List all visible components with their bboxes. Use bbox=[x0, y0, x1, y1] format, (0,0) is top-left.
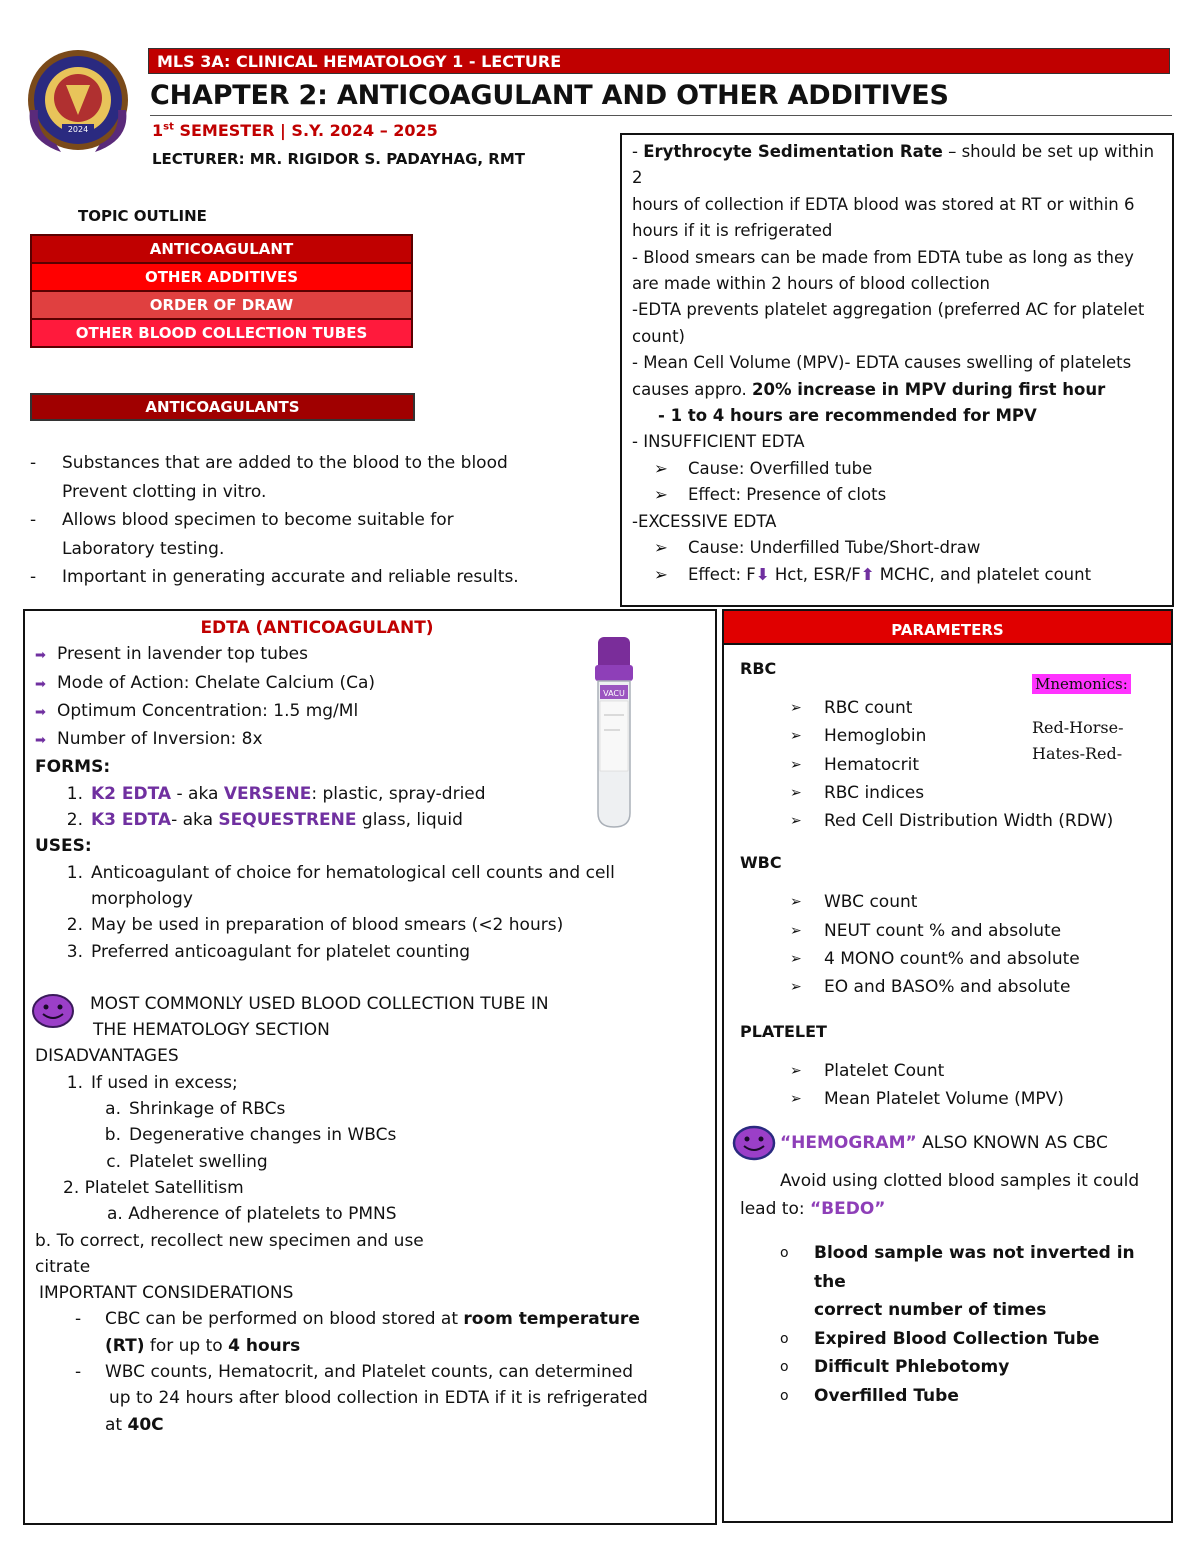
arrow-bullet-icon: ➡ bbox=[35, 676, 46, 692]
list-item: - WBC counts, Hematocrit, and Platelet counts, can determined bbox=[75, 1362, 633, 1383]
list-item: o Overfilled Tube bbox=[780, 1385, 959, 1406]
arrow-bullet-icon: ➢ bbox=[790, 894, 802, 911]
list-item: count) bbox=[632, 326, 685, 346]
list-item: ➢ Mean Platelet Volume (MPV) bbox=[740, 1085, 1171, 1113]
list-item: ➢ Hematocrit bbox=[740, 751, 1171, 779]
list-item: a. Shrinkage of RBCs bbox=[105, 1099, 286, 1120]
list-item: -EXCESSIVE EDTA bbox=[632, 511, 777, 531]
list-item: ➢ Cause: Overfilled tube bbox=[632, 456, 1166, 482]
list-item: 2. Platelet Satellitism bbox=[63, 1177, 244, 1198]
smiley-icon bbox=[732, 1125, 776, 1161]
mnemonic-text: Red-Horse- Hates-Red- bbox=[1032, 718, 1124, 763]
list-item: ➡ Number of Inversion: 8x bbox=[35, 726, 709, 754]
list-item: correct number of times bbox=[814, 1300, 1047, 1321]
list-item: - Substances that are added to the blood to the blood bbox=[30, 453, 508, 473]
arrow-bullet-icon: ➡ bbox=[35, 733, 46, 749]
mnemonics-label: Mnemonics: bbox=[1032, 674, 1131, 694]
anticoagulants-definition-list bbox=[30, 449, 590, 592]
avoid-note: Avoid using clotted blood samples it could bbox=[780, 1171, 1140, 1192]
most-common-note: MOST COMMONLY USED BLOOD COLLECTION TUBE IN THE HEMATOLOGY SECTION bbox=[35, 991, 709, 1044]
arrow-bullet-icon: ➢ bbox=[790, 1062, 802, 1079]
list-item: ➡ Optimum Concentration: 1.5 mg/Ml bbox=[35, 698, 709, 726]
outline-item[interactable]: OTHER BLOOD COLLECTION TUBES bbox=[30, 318, 413, 348]
list-item: ➢ RBC count bbox=[740, 694, 1171, 722]
list-item: ➢ Hemoglobin bbox=[740, 722, 1171, 750]
list-item: 2. K3 EDTA- aka SEQUESTRENE glass, liquid bbox=[66, 810, 463, 831]
list-item: ➢ 4 MONO count% and absolute bbox=[740, 945, 1171, 973]
list-item: 1. Anticoagulant of choice for hematological cell counts and cell bbox=[66, 862, 615, 883]
list-item: (RT) for up to 4 hours bbox=[105, 1335, 301, 1356]
list-item: a. Adherence of platelets to PMNS bbox=[107, 1204, 397, 1225]
platelet-label: PLATELET bbox=[740, 1021, 827, 1041]
semester-line: 1st SEMESTER | S.Y. 2024 – 2025 bbox=[152, 121, 438, 140]
list-item: at 40C bbox=[105, 1414, 164, 1435]
list-item: 1. If used in excess; bbox=[66, 1072, 238, 1093]
list-item: 1. K2 EDTA - aka VERSENE: plastic, spray-dried bbox=[66, 783, 486, 804]
arrow-bullet-icon: ➢ bbox=[790, 922, 802, 939]
edta-title: EDTA (ANTICOAGULANT) bbox=[200, 618, 434, 638]
arrow-bullet-icon: ➢ bbox=[790, 813, 802, 830]
topic-outline-list bbox=[30, 236, 413, 348]
list-item: b. Degenerative changes in WBCs bbox=[104, 1125, 397, 1146]
list-item: morphology bbox=[91, 888, 193, 909]
parameters-heading: PARAMETERS bbox=[722, 609, 1173, 645]
list-item: ➢ RBC indices bbox=[740, 779, 1171, 807]
arrow-bullet-icon: ➢ bbox=[790, 756, 802, 773]
list-item: up to 24 hours after blood collection in EDTA if it is refrigerated bbox=[109, 1388, 648, 1409]
edta-notes-box bbox=[620, 133, 1174, 607]
arrow-bullet-icon: ➢ bbox=[790, 951, 802, 968]
list-item: - 1 to 4 hours are recommended for MPV bbox=[658, 406, 1037, 426]
rbc-label: RBC bbox=[740, 659, 777, 678]
list-item: ➢ Effect: Presence of clots bbox=[632, 482, 1166, 508]
list-item: ➢ Red Cell Distribution Width (RDW) bbox=[740, 807, 1171, 835]
smiley-icon bbox=[31, 993, 75, 1029]
outline-item[interactable]: ANTICOAGULANT bbox=[30, 234, 413, 264]
arrow-bullet-icon: ➢ bbox=[790, 728, 802, 745]
list-item: o Expired Blood Collection Tube bbox=[780, 1328, 1100, 1349]
list-item: ➢ Cause: Underfilled Tube/Short-draw bbox=[632, 535, 1166, 561]
list-item: ➡ Mode of Action: Chelate Calcium (Ca) bbox=[35, 670, 709, 698]
course-banner: MLS 3A: CLINICAL HEMATOLOGY 1 - LECTURE bbox=[148, 48, 1170, 74]
list-item: hours of collection if EDTA blood was stored at RT or within 6 bbox=[632, 194, 1135, 214]
list-item: c. Platelet swelling bbox=[106, 1151, 268, 1172]
list-item: ➡ Present in lavender top tubes bbox=[35, 641, 709, 669]
list-item: ➢ Effect: F⬇ Hct, ESR/F⬆ MCHC, and platelet count bbox=[632, 562, 1166, 588]
arrow-bullet-icon: ➢ bbox=[790, 1090, 802, 1107]
program-logo bbox=[16, 40, 141, 160]
list-item: - Allows blood specimen to become suitable for bbox=[30, 510, 454, 531]
list-item: o Difficult Phlebotomy bbox=[780, 1357, 1010, 1378]
list-item: citrate bbox=[35, 1256, 91, 1277]
arrow-bullet-icon: ➢ bbox=[790, 700, 802, 716]
arrow-bullet-icon: ➡ bbox=[35, 704, 46, 720]
arrow-bullet-icon: ➡ bbox=[35, 648, 46, 664]
list-item: - Important in generating accurate and reliable results. bbox=[30, 567, 519, 588]
arrow-bullet-icon: ➢ bbox=[654, 458, 668, 478]
chapter-title: CHAPTER 2: ANTICOAGULANT AND OTHER ADDITIVES bbox=[150, 80, 949, 111]
lecturer-line: LECTURER: MR. RIGIDOR S. PADAYHAG, RMT bbox=[152, 150, 526, 168]
list-item: - Mean Cell Volume (MPV)- EDTA causes swelling of platelets bbox=[632, 353, 1132, 373]
hemogram-note: “HEMOGRAM” ALSO KNOWN AS CBC bbox=[740, 1125, 1171, 1161]
list-item: hours if it is refrigerated bbox=[632, 221, 833, 241]
list-item: ➢ Platelet Count bbox=[740, 1057, 1171, 1085]
list-item: Prevent clotting in vitro. bbox=[62, 481, 267, 502]
list-item: causes appro. 20% increase in MPV during first hour bbox=[632, 379, 1106, 399]
avoid-note: lead to: “BEDO” bbox=[740, 1199, 886, 1220]
list-item: - INSUFFICIENT EDTA bbox=[632, 432, 805, 452]
anticoagulants-heading: ANTICOAGULANTS bbox=[30, 393, 415, 421]
arrow-bullet-icon: ➢ bbox=[790, 979, 802, 996]
outline-item[interactable]: OTHER ADDITIVES bbox=[30, 262, 413, 292]
uses-label: USES: bbox=[35, 836, 92, 857]
list-item: Laboratory testing. bbox=[62, 538, 225, 559]
chapter-rule bbox=[150, 115, 1172, 116]
down-arrow-icon: ⬇ bbox=[755, 564, 770, 584]
forms-label: FORMS: bbox=[35, 757, 111, 778]
list-item: - Blood smears can be made from EDTA tube as long as they bbox=[632, 247, 1134, 267]
list-item: 2. May be used in preparation of blood smears (<2 hours) bbox=[66, 915, 564, 936]
disadvantages-label: DISADVANTAGES bbox=[35, 1046, 179, 1067]
list-item: o Blood sample was not inverted in the bbox=[780, 1243, 1135, 1292]
list-item: ➢ NEUT count % and absolute bbox=[740, 917, 1171, 945]
important-label: IMPORTANT CONSIDERATIONS bbox=[39, 1283, 294, 1304]
lavender-top-tube-illustration bbox=[590, 635, 638, 830]
list-item: ➢ WBC count bbox=[740, 888, 1171, 916]
wbc-label: WBC bbox=[740, 853, 782, 873]
outline-item[interactable]: ORDER OF DRAW bbox=[30, 290, 413, 320]
list-item: - CBC can be performed on blood stored at room temperature bbox=[75, 1309, 640, 1330]
list-item: - Erythrocyte Sedimentation Rate – should be set up within 2 bbox=[632, 142, 1155, 188]
list-item: are made within 2 hours of blood collection bbox=[632, 274, 990, 294]
arrow-bullet-icon: ➢ bbox=[790, 784, 802, 801]
list-item: -EDTA prevents platelet aggregation (preferred AC for platelet bbox=[632, 300, 1145, 320]
topic-outline-title: TOPIC OUTLINE bbox=[78, 207, 207, 225]
arrow-bullet-icon: ➢ bbox=[654, 538, 668, 558]
list-item: ➢ EO and BASO% and absolute bbox=[740, 973, 1171, 1001]
svg-text:2024: 2024 bbox=[67, 125, 89, 134]
list-item: 3. Preferred anticoagulant for platelet counting bbox=[66, 941, 471, 962]
arrow-bullet-icon: ➢ bbox=[654, 485, 668, 505]
up-arrow-icon: ⬆ bbox=[860, 564, 875, 584]
svg-text:VACU: VACU bbox=[603, 689, 625, 698]
arrow-bullet-icon: ➢ bbox=[654, 564, 668, 584]
list-item: b. To correct, recollect new specimen and use bbox=[35, 1230, 424, 1251]
